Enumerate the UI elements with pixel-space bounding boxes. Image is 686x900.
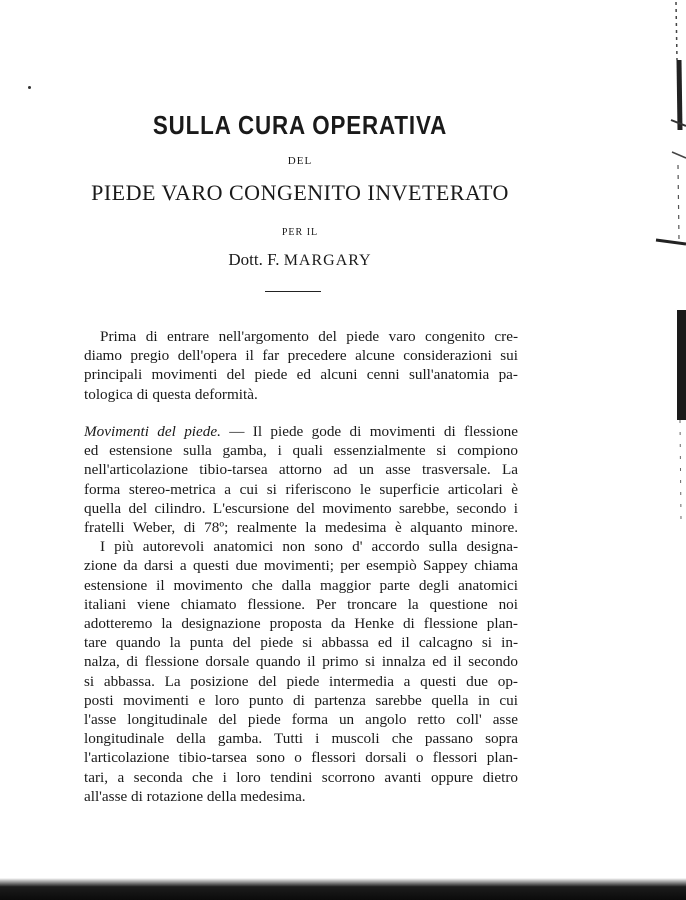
scan-edge-marks	[646, 0, 686, 900]
text-line: nell'articolazione tibio-tarsea attorno ad un asse trasversale. La	[84, 461, 518, 479]
text-line: italiani viene chiamato flessione. Per troncare la questione noi	[84, 595, 518, 613]
paragraph-movimenti	[84, 422, 518, 806]
speck	[28, 86, 31, 89]
text-line: I più autorevoli anatomici non sono d' accordo sulla designa-	[100, 538, 518, 556]
first-line-rest: — Il piede gode di movimenti di flessione	[220, 423, 518, 440]
title-subtitle: PIEDE VARO CONGENITO INVETERATO	[91, 180, 509, 205]
text-line: zione da darsi a questi due movimenti; per esempiò Sappey chiama	[84, 557, 518, 575]
text-line: posti movimenti e loro punto di partenza sarebbe quella in cui	[84, 691, 518, 709]
text-line: ed estensione sulla gamba, i quali essenzialmente si compiono	[84, 442, 518, 460]
text-line: tologica di questa deformità.	[84, 385, 258, 403]
author-name: MARGARY	[283, 252, 372, 269]
title-rule	[265, 291, 321, 292]
text-line: quella del cilindro. L'escursione del movimento sarebbe, secondo i	[84, 499, 518, 517]
paragraph-intro	[84, 327, 518, 404]
text-line: l'articolazione tibio-tarsea sono o flessori dorsali o flessori plan-	[84, 749, 518, 767]
text-line: longitudinale della gamba. Tutti i muscoli che passano sopra	[84, 730, 518, 748]
text-line: tare quando la punta del piede si abbassa ed il calcagno si in-	[84, 634, 518, 652]
text-line: tari, a seconda che i loro tendini scorrono avanti oppure dietro	[84, 768, 518, 786]
text-line: Prima di entrare nell'argomento del piede varo congenito cre-	[100, 328, 518, 345]
author-line	[0, 250, 600, 270]
text-line: fratelli Weber, di 78º; realmente la medesima è alquanto minore.	[84, 519, 518, 537]
text-line: forma stereo-metrica a cui si riferiscono le superficie articolari è	[84, 480, 518, 498]
text-line: nalza, di flessione dorsale quando il primo si innalza ed il secondo	[84, 653, 518, 671]
text-line: estensione il movimento che dalla maggior parte degli anatomici	[84, 576, 518, 594]
text-line: adotteremo la designazione proposta da Henke di flessione plan-	[84, 615, 518, 633]
text-line: all'asse di rotazione della medesima.	[84, 787, 306, 805]
section-heading: Movimenti del piede.	[84, 423, 221, 440]
text-line: principali movimenti del piede ed alcuni cenni sull'anatomia pa-	[84, 366, 518, 384]
text-line: l'asse longitudinale del piede forma un angolo retto coll' asse	[84, 711, 518, 729]
title-del: DEL	[287, 155, 313, 167]
scan-bottom-edge	[0, 878, 686, 900]
title-main: SULLA CURA OPERATIVA	[152, 110, 448, 140]
text-line: si abbassa. La posizione del piede intermedia a questi due op-	[84, 672, 518, 690]
title-per: PER IL	[281, 227, 319, 238]
text-line-first	[84, 422, 518, 441]
author-prefix: Dott. F.	[228, 250, 280, 269]
text-line: diamo pregio dell'opera il far precedere alcune considerazioni sui	[84, 347, 518, 365]
